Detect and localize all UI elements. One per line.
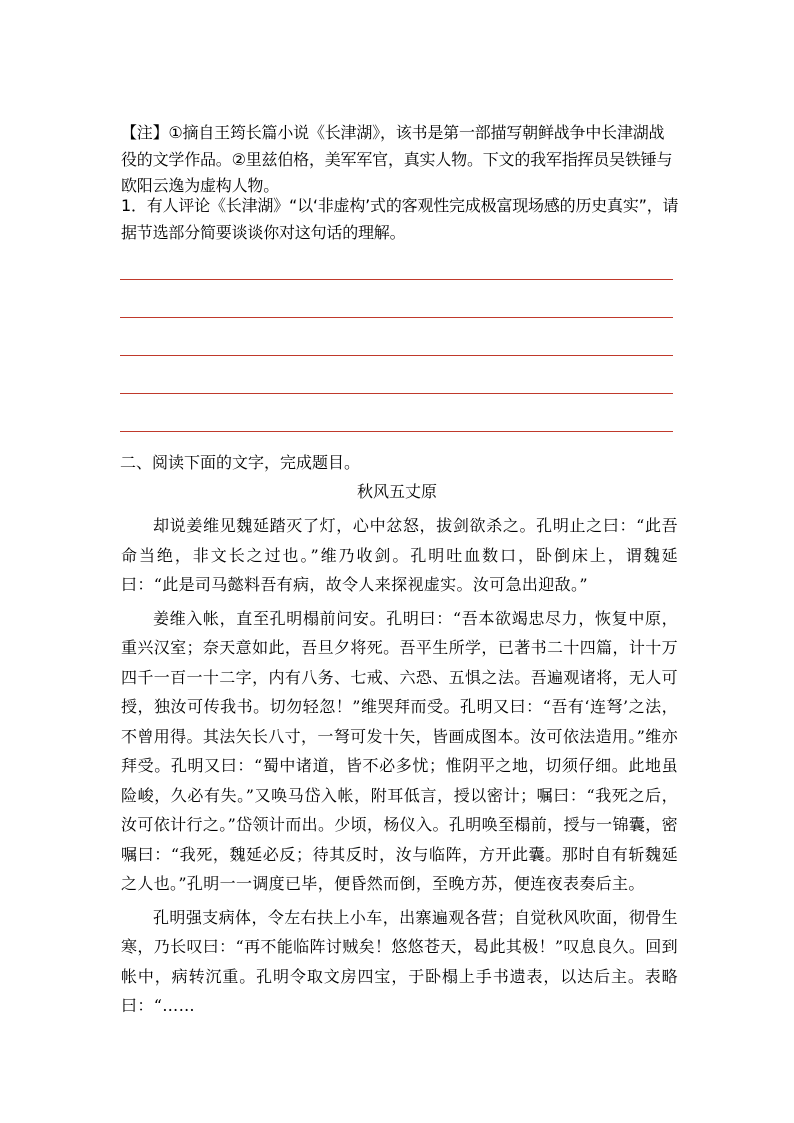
article-title: 秋风五丈原 bbox=[356, 482, 437, 501]
passage-paragraph: 却说姜维见魏延踏灭了灯，心中忿怒，拔剑欲杀之。孔明止之曰：“此吾命当绝，非文长之过也。”维乃收剑。孔明吐血数口，卧倒床上，谓魏延曰：“此是司马懿料吾有病，故令人来探视虚实。汝可急出迎敌。” bbox=[121, 516, 678, 594]
answer-line bbox=[120, 355, 673, 356]
section-heading: 二、阅读下面的文字，完成题目。 bbox=[120, 453, 361, 472]
question-1: 1．有人评论《长津湖》“以‘非虚构’式的客观性完成极富现场感的历史真实”，请据节选部分简要谈谈你对这句话的理解。 bbox=[121, 196, 679, 242]
answer-line bbox=[120, 279, 673, 280]
annotation-note: 【注】①摘自王筠长篇小说《长津湖》，该书是第一部描写朝鲜战争中长津湖战役的文学作品。②里兹伯格，美军军官，真实人物。下文的我军指挥员吴铁锤与欧阳云逸为虚构人物。 bbox=[121, 123, 673, 195]
answer-line bbox=[120, 317, 673, 318]
answer-lines bbox=[120, 279, 673, 469]
passage-paragraph: 姜维入帐，直至孔明榻前问安。孔明曰：“吾本欲竭忠尽力，恢复中原，重兴汉室；奈天意如此，吾旦夕将死。吾平生所学，已著书二十四篇，计十万四千一百一十二字，内有八务、七戒、六恐、五惧之法。吾遍观诸将，无人可授，独汝可传我书。切勿轻忽！”维哭拜而受。孔明又曰：“吾有‘连弩’之法，不曾用得。其法矢长八寸，一弩可发十矢，皆画成图本。汝可依法造用。”维亦拜受。孔明又曰：“蜀中诸道，皆不必多忧；惟阴平之地，切须仔细。此地虽险峻，久必有失。”又唤马岱入帐，附耳低言，授以密计；嘱曰：“我死之后，汝可依计行之。”岱领计而出。少顷，杨仪入。孔明唤至榻前，授与一锦囊，密嘱曰：“我死，魏延必反；待其反时，汝与临阵，方开此囊。那时自有斩魏延之人也。”孔明一一调度已毕，便昏然而倒，至晚方苏，便连夜表奏后主。 bbox=[121, 608, 678, 893]
answer-line bbox=[120, 431, 673, 432]
reading-passage bbox=[121, 511, 678, 1025]
answer-line bbox=[120, 393, 673, 394]
passage-paragraph: 孔明强支病体，令左右扶上小车，出寨遍观各营；自觉秋风吹面，彻骨生寒，乃长叹曰：“再不能临阵讨贼矣！悠悠苍天，曷此其极！”叹息良久。回到帐中，病转沉重。孔明令取文房四宝，于卧榻上手书遗表，以达后主。表略曰：“…… bbox=[121, 907, 678, 1015]
